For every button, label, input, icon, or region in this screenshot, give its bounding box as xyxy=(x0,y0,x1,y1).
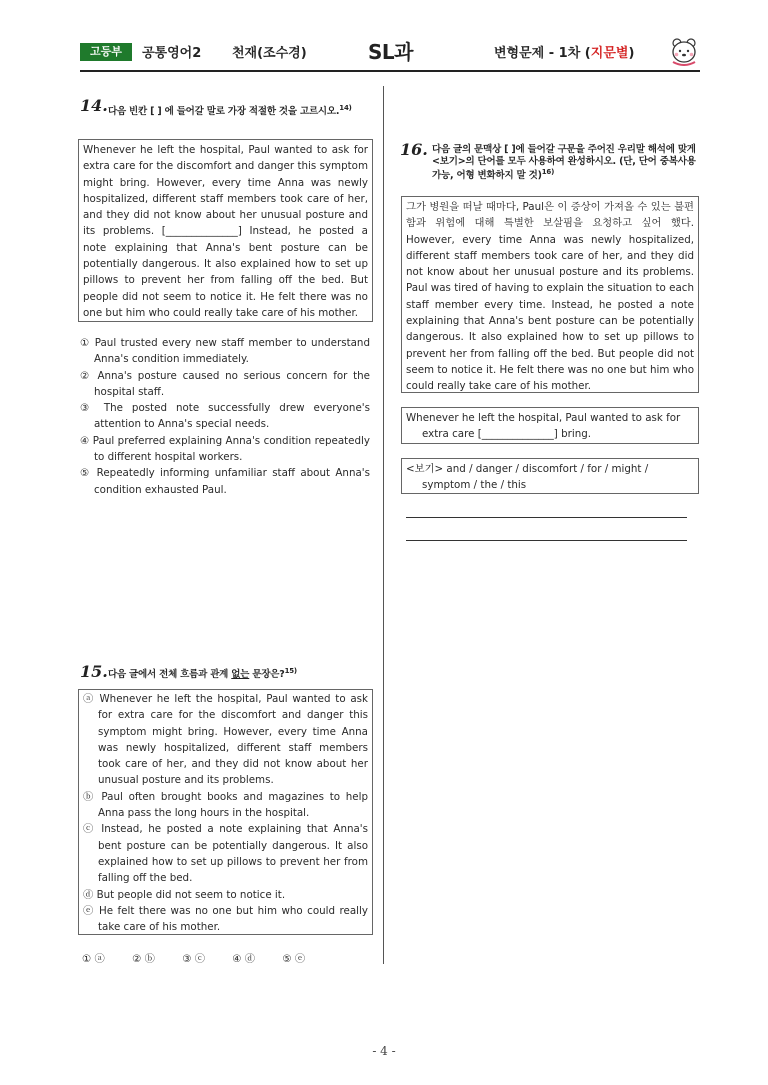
passage-sentence-d: ⓓ But people did not seem to notice it. xyxy=(83,888,286,901)
answer-line-1[interactable] xyxy=(406,517,687,518)
question-14-passage: Whenever he left the hospital, Paul wanted to ask for extra care for the discomfort and danger this symptom might bring. However, every time Anna was newly hospitalized, different staff members took care of her, and they did not know about her unusual posture and its problems. [______________] Instead, he posted a note explaining that Anna's bent posture can be potentially dangerous. It also explained how to set up pillows to prevent her from falling off the bed. But people did not seem to notice it. He felt there was no one but him who could really take care of his mother. xyxy=(78,139,373,322)
answer-choice-5[interactable]: ⑤ ⓔ xyxy=(282,953,306,965)
header-rule xyxy=(80,70,700,72)
question-16-target-sentence: Whenever he left the hospital, Paul wanted to ask for extra care [______________] bring. xyxy=(401,407,699,444)
answer-choice-1[interactable]: ① ⓐ xyxy=(82,953,105,965)
answer-line-2[interactable] xyxy=(406,540,687,541)
answer-choice-4[interactable]: ④ ⓓ xyxy=(232,953,256,965)
answer-option-3[interactable]: ③ The posted note successfully drew everyone's attention to Anna's special needs. xyxy=(80,402,370,431)
answer-choice-2[interactable]: ② ⓑ xyxy=(132,953,155,965)
question-prompt: 다음 글에서 전체 흐름과 관계 없는 문장은?$^{15)}$ xyxy=(108,666,297,680)
passage-sentence-e: ⓔ He felt there was no one but him who could really take care of his mother. xyxy=(83,904,368,934)
answer-option-4[interactable]: ④ Paul preferred explaining Anna's condition repeatedly to different hospital workers. xyxy=(80,434,370,464)
page-number: - 4 - xyxy=(372,1044,396,1058)
question-16-passage: 그가 병원을 떠날 때마다, Paul은 이 증상이 가져올 수 있는 불편함과 위험에 대해 특별한 보살핌을 요청하고 싶어 했다. However, every time Anna was newly hospitalized, different staff members took care of her, and they did not know about her unusual posture and its problems. Paul was tired of having to explain the situation to each staff member every time. Instead, he posted a note explaining that Anna's bent posture can be potentially dangerous. It also explained how to set up pillows to prevent her from falling off the bed. But people did not seem to notice it. He felt there was no one but him who could really take care of his mother. xyxy=(401,196,699,393)
answer-option-1[interactable]: ① Paul trusted every new staff member to understand Anna's condition immediately. xyxy=(80,337,370,366)
question-16-word-bank: <보기> and / danger / discomfort / for / might / symptom / the / this xyxy=(401,458,699,494)
passage-sentence-c: ⓒ Instead, he posted a note explaining that Anna's bent posture can be potentially dangerous. It also explained how to set up pillows to prevent her from falling off the bed. xyxy=(83,823,368,885)
passage-sentence-a: ⓐ Whenever he left the hospital, Paul wanted to ask for extra care for the discomfort and danger this symptom might bring. However, every time Anna was newly hospitalized, different staff members took care of her, and they did not know about her unusual posture and its problems. xyxy=(83,693,368,787)
subject-title: 공통영어2 xyxy=(142,46,202,61)
lesson-title: SL과 xyxy=(368,40,413,64)
question-14-options xyxy=(80,335,370,498)
cartoon-bear-icon xyxy=(669,36,699,66)
question-number: 14. xyxy=(80,96,108,115)
grade-badge: 고등부 xyxy=(80,43,132,61)
answer-option-5[interactable]: ⑤ Repeatedly informing unfamiliar staff about Anna's condition exhausted Paul. xyxy=(80,467,370,496)
question-15-passage xyxy=(78,689,373,935)
question-prompt: 다음 글의 문맥상 [ ]에 들어갈 구문을 주어진 우리말 해석에 맞게 <보기>의 단어를 모두 사용하여 완성하시오. (단, 단어 중복사용 가능, 어형 변화하지 말 것)$^{16)}$ xyxy=(432,144,696,182)
column-divider xyxy=(383,86,384,964)
worksheet-type-highlight: 지문별 xyxy=(590,46,629,61)
question-number: 15. xyxy=(80,662,108,681)
question-15-choices xyxy=(82,950,329,965)
page-header xyxy=(80,38,700,72)
answer-option-2[interactable]: ② Anna's posture caused no serious concern for the hospital staff. xyxy=(80,369,370,398)
answer-choice-3[interactable]: ③ ⓒ xyxy=(182,953,205,965)
publisher-title: 천재(조수경) xyxy=(232,46,307,61)
passage-sentence-b: ⓑ Paul often brought books and magazines to help Anna pass the long hours in the hospital. xyxy=(83,790,368,820)
question-number: 16. xyxy=(400,140,428,159)
question-prompt: 다음 빈칸 [ ] 에 들어갈 말로 가장 적절한 것을 고르시오.$^{14)}$ xyxy=(108,104,352,118)
worksheet-type: 변형문제 - 1차 (지문별) xyxy=(494,46,635,61)
